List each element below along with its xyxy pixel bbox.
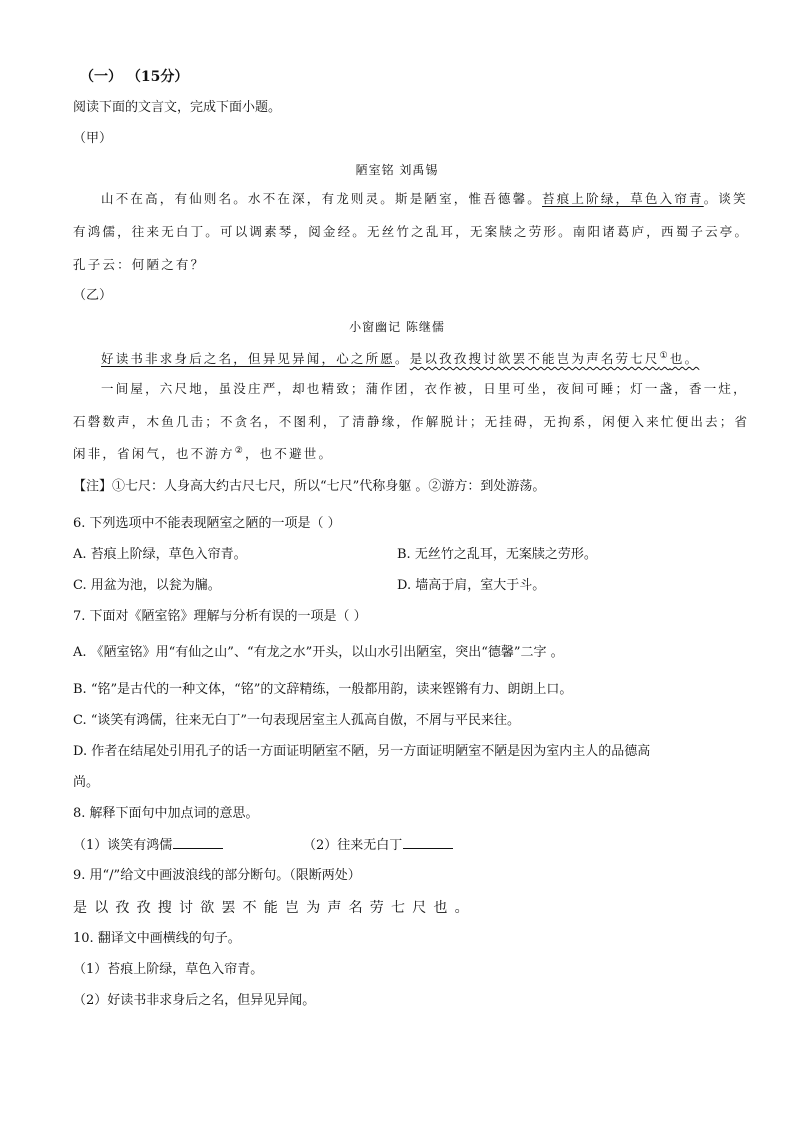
- footnote-marker-2: ②: [234, 446, 245, 456]
- q6-option-b: B. 无丝竹之乱耳，无案牍之劳形。: [397, 547, 597, 562]
- passage-b-line-4: [73, 442, 333, 463]
- q7-option-d-line-1: D. 作者在结尾处引用孔子的话一方面证明陋室不陋，另一方面证明陋室不陋是因为室内主人的品德高: [73, 744, 651, 759]
- q6-option-a: A. 苔痕上阶绿，草色入帘青。: [73, 547, 247, 562]
- q8-item-1: [73, 836, 223, 855]
- q8-item-1-text: （1）谈笑有鸿儒: [73, 838, 173, 853]
- passage-b-line-4-end: ，也不避世。: [244, 446, 334, 462]
- passage-b-wavy-text: 是以孜孜搜讨欲罢不能岂为声名劳七尺: [409, 351, 660, 367]
- passage-b-line-1-mid: 。: [395, 351, 410, 367]
- q8-answer-blank-2[interactable]: [403, 836, 453, 849]
- q9-stem: 9. 用“/”给文中画波浪线的部分断句。（限断两处）: [73, 868, 361, 883]
- q9-sentence: 是以孜孜搜讨欲罢不能岂为声名劳七尺也。: [73, 900, 476, 916]
- passage-a-line-1: [101, 190, 748, 208]
- passage-b-wavy-sentence: [410, 351, 700, 366]
- passage-b-label: （乙）: [73, 288, 113, 303]
- passage-b-title: 小窗幽记 陈继儒: [349, 320, 445, 334]
- passage-b-line-3: 石磬数声，木鱼几击；不贪名，不图利，了清静缘，作解脱计；无挂碍，无拘系，闲便入来忙便出去；省: [73, 414, 750, 429]
- passage-a-label: （甲）: [73, 131, 113, 146]
- section-instruction: 阅读下面的文言文，完成下面小题。: [73, 100, 282, 115]
- q6-stem: 6. 下列选项中不能表现陋室之陋的一项是（ ）: [73, 516, 341, 531]
- q6-option-d: D. 墙高于肩，室大于斗。: [397, 578, 546, 593]
- footnote: 【注】①七尺：人身高大约古尺七尺，所以“七尺”代称身躯 。②游方：到处游荡。: [73, 479, 546, 494]
- q7-option-a: A. 《陋室铭》用“有仙之山”、“有龙之水”开头，以山水引出陋室，突出“德馨”二字 。: [73, 645, 564, 660]
- q8-item-2: [303, 836, 453, 855]
- q8-item-2-text: （2）往来无白丁: [303, 838, 403, 853]
- passage-b-underlined-sentence: 好读书非求身后之名，但异见异闻，心之所愿: [101, 351, 396, 367]
- passage-a-line-1-text: 山不在高，有仙则名。水不在深，有龙则灵。斯是陋室，惟吾德馨。: [101, 191, 543, 206]
- passage-a-line-3: 孔子云：何陋之有？: [73, 257, 206, 272]
- passage-b-line-4-text: 闲非，省闲气，也不游方: [73, 446, 235, 462]
- q10-item-1: （1）苔痕上阶绿，草色入帘青。: [73, 962, 264, 977]
- passage-b-wavy-end: 也。: [669, 351, 700, 367]
- passage-b-line-1: [101, 347, 699, 368]
- q8-answer-blank-1[interactable]: [173, 836, 223, 849]
- q7-option-d-line-2: 尚。: [73, 775, 100, 790]
- q10-stem: 10. 翻译文中画横线的句子。: [73, 931, 241, 946]
- passage-b-line-2: 一间屋，六尺地，虽没庄严，却也精致；蒲作团，衣作被，日里可坐，夜间可睡；灯一盏，香一炷，: [101, 381, 748, 396]
- footnote-marker-1: ①: [659, 351, 670, 361]
- passage-a-title: 陋室铭 刘禹锡: [355, 163, 439, 177]
- q6-option-c: C. 用盆为池，以瓮为牖。: [73, 578, 221, 593]
- q8-stem: 8. 解释下面句中加点词的意思。: [73, 806, 259, 821]
- q10-item-2: （2）好读书非求身后之名，但异见异闻。: [73, 993, 316, 1008]
- section-heading: （一） （15分）: [80, 69, 189, 85]
- q7-option-c: C. “谈笑有鸿儒，往来无白丁”一句表现居室主人孤高自傲，不屑与平民来往。: [73, 713, 521, 728]
- passage-a-line-2: 有鸿儒，往来无白丁。可以调素琴，阅金经。无丝竹之乱耳，无案牍之劳形。南阳诸葛庐，西蜀子云亭。: [73, 224, 750, 239]
- passage-a-line-1-end: 。谈笑: [703, 191, 748, 206]
- q7-stem: 7. 下面对《陋室铭》理解与分析有误的一项是（ ）: [73, 609, 367, 624]
- passage-a-underlined-sentence: 苔痕上阶绿，草色入帘青: [542, 191, 704, 206]
- q7-option-b: B. “铭”是古代的一种文体，“铭”的文辞精练，一般都用韵，读来铿锵有力、朗朗上口。: [73, 682, 573, 697]
